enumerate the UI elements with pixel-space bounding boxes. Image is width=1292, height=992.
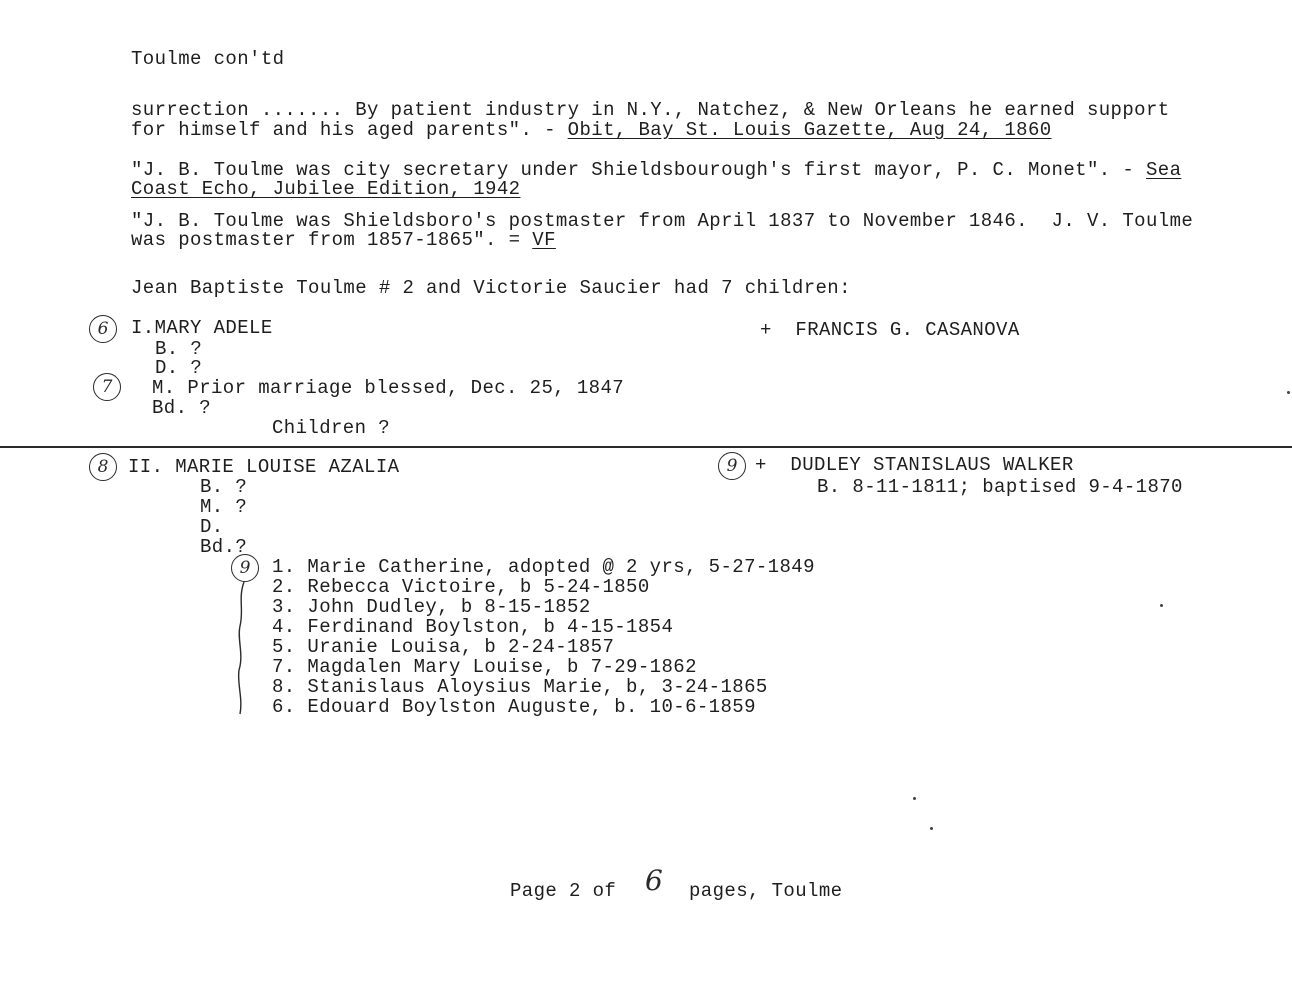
header-continued: Toulme con'td: [131, 48, 285, 70]
children-intro: Jean Baptiste Toulme # 2 and Victorie Saucier had 7 children:: [131, 277, 851, 299]
section-divider: [0, 446, 1292, 448]
scan-speck: [930, 827, 933, 830]
person2-spouse: + DUDLEY STANISLAUS WALKER: [755, 454, 1074, 476]
child-list-item: 2. Rebecca Victoire, b 5-24-1850: [272, 576, 650, 598]
secretary-quote-text: "J. B. Toulme was city secretary under Shieldsbourough's first mayor, P. C. Monet". -: [131, 159, 1146, 181]
scan-speck: [1287, 391, 1290, 394]
obit-source: Obit, Bay St. Louis Gazette, Aug 24, 1860: [567, 119, 1052, 141]
child-list-item: 7. Magdalen Mary Louise, b 7-29-1862: [272, 656, 697, 678]
person1-spouse: + FRANCIS G. CASANOVA: [760, 319, 1020, 341]
child-list-item: 1. Marie Catherine, adopted @ 2 yrs, 5-27-1849: [272, 556, 815, 578]
footer-page-total: 6: [645, 864, 663, 897]
scan-speck: [913, 797, 916, 800]
secretary-source-part1: Sea: [1145, 159, 1182, 181]
circled-number-mark: 7: [93, 373, 121, 401]
person2-spouse-birth: B. 8-11-1811; baptised 9-4-1870: [817, 476, 1183, 498]
person1-death: D. ?: [155, 357, 203, 379]
circled-number-mark: 9: [718, 452, 746, 480]
person2-name: II. MARIE LOUISE AZALIA: [128, 456, 400, 478]
person1-birth: B. ?: [155, 338, 203, 360]
person1-burial: Bd. ?: [152, 397, 212, 419]
postmaster-source: VF: [532, 229, 556, 251]
secretary-source-part2: Coast Echo, Jubilee Edition, 1942: [131, 178, 521, 200]
postmaster-quote-text: was postmaster from 1857-1865". =: [131, 229, 533, 251]
person1-children: Children ?: [272, 417, 391, 439]
secretary-quote-line2: [131, 179, 520, 199]
person2-death: D.: [200, 516, 224, 538]
child-list-item: 3. John Dudley, b 8-15-1852: [272, 596, 591, 618]
obit-quote-text: for himself and his aged parents". -: [131, 119, 568, 141]
person1-name: I.MARY ADELE: [131, 317, 273, 339]
obit-quote-line1: surrection ....... By patient industry in N.Y., Natchez, & New Orleans he earned support: [131, 99, 1170, 121]
postmaster-quote-line2: [131, 230, 556, 250]
child-list-item: 4. Ferdinand Boylston, b 4-15-1854: [272, 616, 674, 638]
circled-number-mark: 9: [231, 554, 259, 582]
child-list-item: 8. Stanislaus Aloysius Marie, b, 3-24-1865: [272, 676, 768, 698]
secretary-quote-line1: [131, 160, 1181, 180]
handwritten-brace: [236, 580, 246, 716]
child-list-item: 5. Uranie Louisa, b 2-24-1857: [272, 636, 615, 658]
postmaster-quote-line1: "J. B. Toulme was Shieldsboro's postmaster from April 1837 to November 1846. J. V. Toulme: [131, 210, 1194, 232]
footer-page-prefix: Page 2 of: [510, 880, 617, 902]
child-list-item: 6. Edouard Boylston Auguste, b. 10-6-1859: [272, 696, 756, 718]
person2-marriage: M. ?: [200, 496, 248, 518]
person1-marriage: M. Prior marriage blessed, Dec. 25, 1847: [152, 377, 625, 399]
circled-number-mark: 8: [89, 453, 117, 481]
obit-quote-line2: [131, 120, 1052, 140]
person2-birth: B. ?: [200, 476, 248, 498]
circled-number-mark: 6: [89, 315, 117, 343]
scan-speck: [1160, 604, 1163, 607]
footer-page-suffix: pages, Toulme: [689, 880, 843, 902]
person2-burial: Bd.?: [200, 536, 248, 558]
